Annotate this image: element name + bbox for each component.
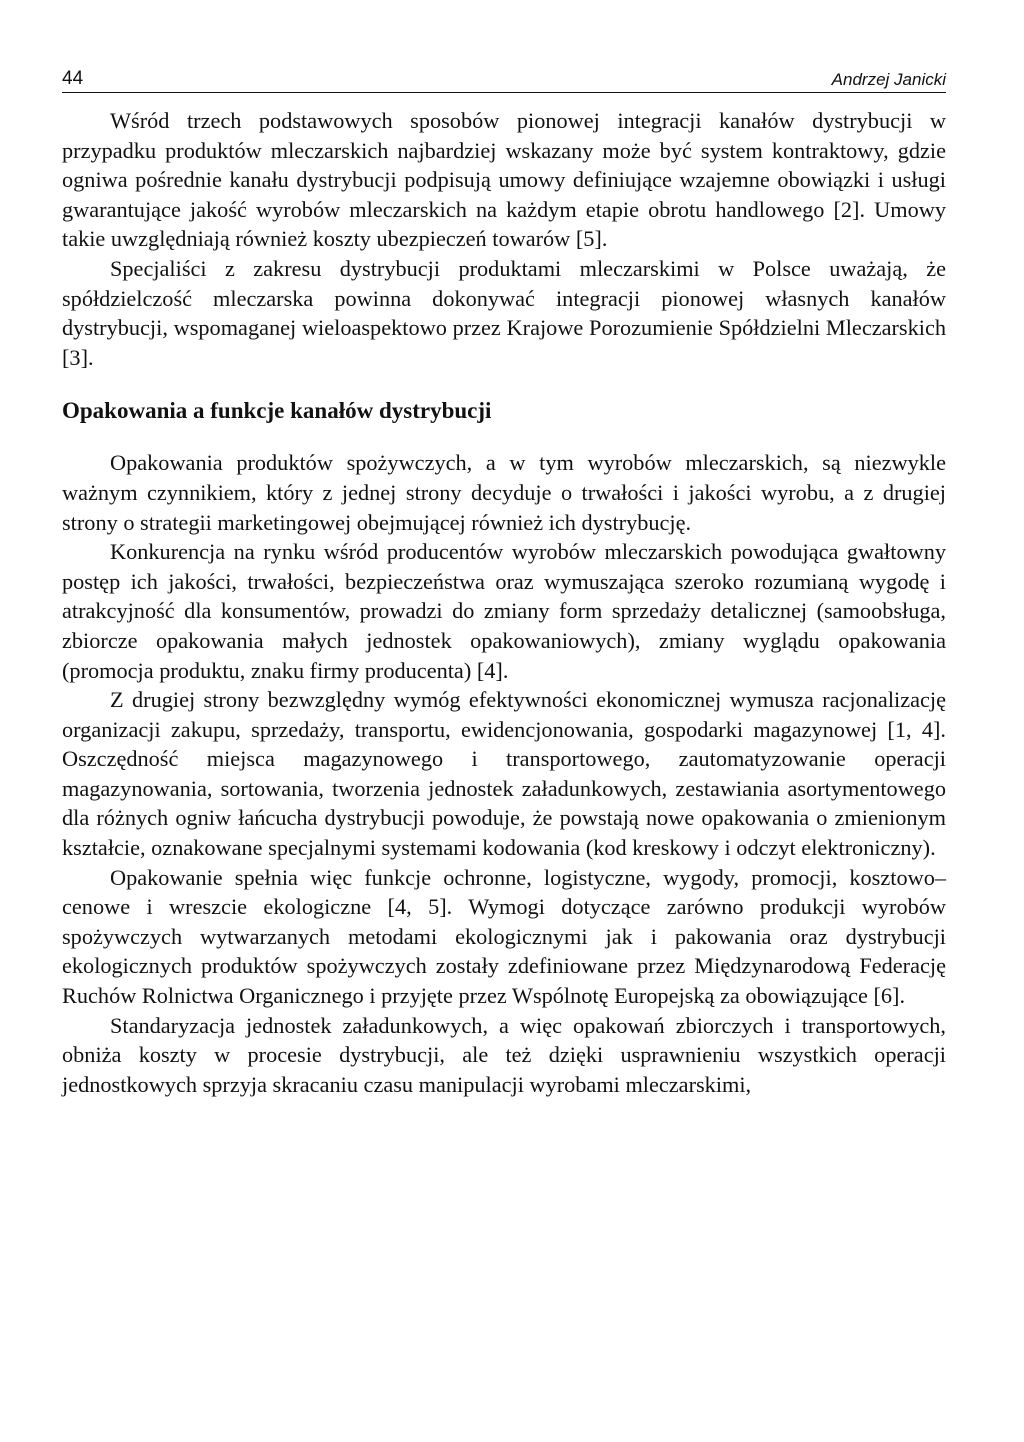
section-heading: Opakowania a funkcje kanałów dystrybucji	[62, 398, 492, 424]
paragraph: Standaryzacja jednostek załadunkowych, a więc opakowań zbiorczych i transportowych, obniża koszty w procesie dystrybucji, ale też dzięki usprawnieniu wszystkich operacji jednostkowych sprzyja skracaniu czasu manipulacji wyrobami mleczarskimi,	[62, 1012, 946, 1097]
body-text	[62, 106, 946, 1099]
paragraph: Wśród trzech podstawowych sposobów pionowej integracji kanałów dystrybucji w przypadku produktów mleczarskich najbardziej wskazany może być system kontraktowy, gdzie ogniwa pośrednie kanału dystrybucji podpisują umowy definiujące wzajemne obowiązki i usługi gwarantujące jakość wyrobów mleczarskich na każdym etapie obrotu handlowego [2]. Umowy takie uwzględniają również koszty ubezpieczeń towarów [5].	[62, 108, 946, 252]
paragraph: Z drugiej strony bezwzględny wymóg efektywności ekonomicznej wymusza racjonalizację organizacji zakupu, sprzedaży, transportu, ewidencjonowania, gospodarki magazynowej [1, 4]. Oszczędność miejsca magazynowego i transportowego, zautomatyzowanie operacji magazynowania, sortowania, tworzenia jednostek załadunkowych, zestawiania asortymentowego dla różnych ogniw łańcucha dystrybucji powoduje, że powstają nowe opakowania o zmienionym kształcie, oznakowane specjalnymi systemami kodowania (kod kreskowy i odczyt elektroniczny).	[62, 687, 946, 861]
paragraph: Specjaliści z zakresu dystrybucji produktami mleczarskimi w Polsce uważają, że spółdzielczość mleczarska powinna dokonywać integracji pionowej własnych kanałów dystrybucji, wspomaganej wieloaspektowo przez Krajowe Porozumienie Spółdzielni Mleczarskich [3].	[62, 255, 946, 370]
paragraph: Konkurencja na rynku wśród producentów wyrobów mleczarskich powodująca gwałtowny postęp ich jakości, trwałości, bezpieczeństwa oraz wymuszająca szeroko rozumianą wygodę i atrakcyjność dla konsumentów, prowadzi do zmiany form sprzedaży detalicznej (samoobsługa, zbiorcze opakowania małych jednostek opakowaniowych), zmiany wyglądu opakowania (promocja produktu, znaku firmy producenta) [4].	[62, 539, 946, 683]
page-header	[62, 62, 946, 93]
paragraph: Opakowania produktów spożywczych, a w tym wyrobów mleczarskich, są niezwykle ważnym czynnikiem, który z jednej strony decyduje o trwałości i jakości wyrobu, a z drugiej strony o strategii marketingowej obejmującej również ich dystrybucję.	[62, 450, 946, 535]
running-head-author: Andrzej Janicki	[831, 70, 946, 89]
paragraph: Opakowanie spełnia więc funkcje ochronne, logistyczne, wygody, promocji, kosztowo–cenowe i wreszcie ekologiczne [4, 5]. Wymogi dotyczące zarówno produkcji wyrobów spożywczych wytwarzanych metodami ekologicznymi jak i pakowania oraz dystrybucji ekologicznych produktów spożywczych zostały zdefiniowane przez Międzynarodową Federację Ruchów Rolnictwa Organicznego i przyjęte przez Wspólnotę Europejską za obowiązujące [6].	[62, 864, 946, 1009]
page-number: 44	[62, 68, 84, 89]
document-page	[62, 62, 946, 1099]
